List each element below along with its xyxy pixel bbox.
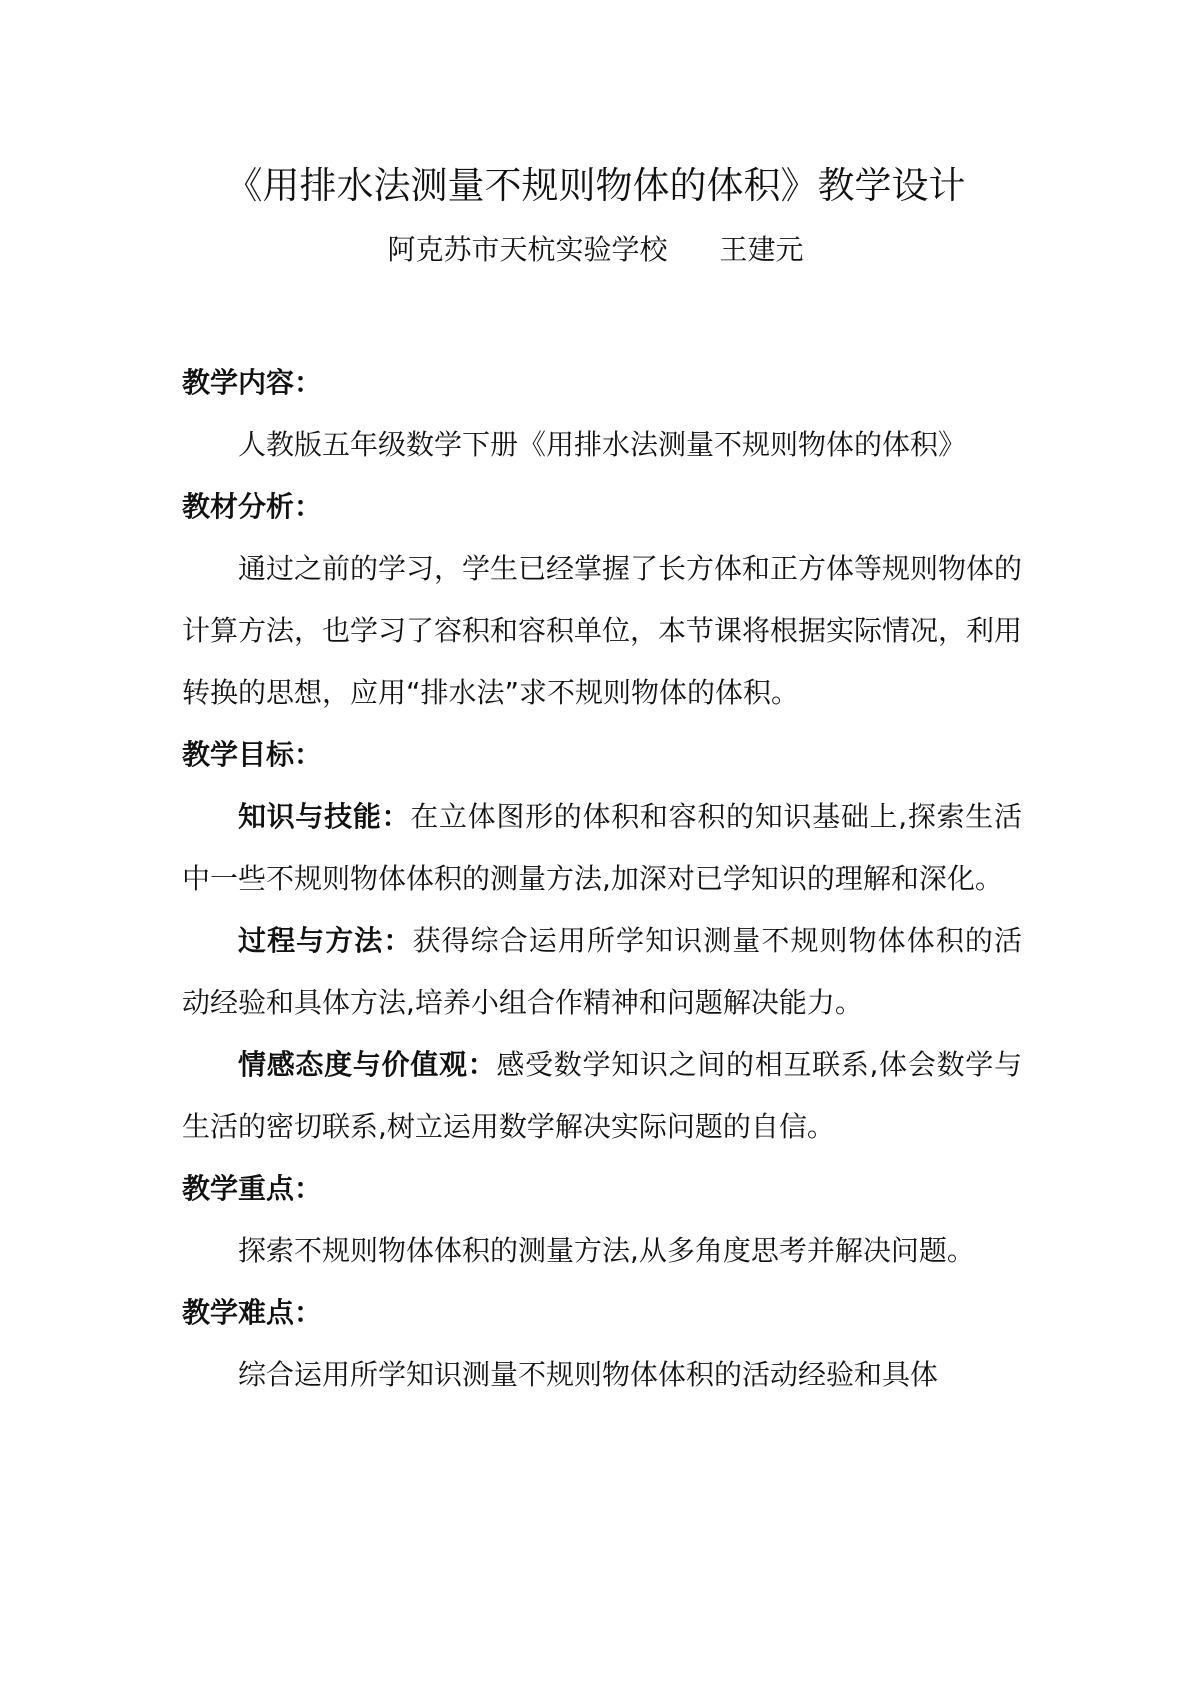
objective-knowledge (182, 786, 1022, 910)
objective-text: 获得综合运用所学知识测量不规则物体体积的活动经验和具体方法,培养小组合作精神和问题解决能力。 (182, 924, 1022, 1019)
section-heading: 教学目标： (182, 738, 323, 771)
section-heading: 教学重点： (182, 1172, 323, 1205)
section-text: 人教版五年级数学下册《用排水法测量不规则物体的体积》 (238, 428, 967, 461)
section-teaching-content (182, 352, 1022, 476)
section-difficulty (182, 1282, 1022, 1406)
section-heading: 教学内容： (182, 366, 323, 399)
objective-process (182, 910, 1022, 1034)
objective-text: 感受数学知识之间的相互联系,体会数学与生活的密切联系,树立运用数学解决实际问题的自信。 (182, 1048, 1022, 1143)
document-title: 《用排水法测量不规则物体的体积》教学设计 (225, 164, 966, 207)
author-line (0, 230, 1191, 270)
section-material-analysis (182, 476, 1022, 724)
section-text: 综合运用所学知识测量不规则物体体积的活动经验和具体 (238, 1358, 939, 1391)
section-heading: 教材分析： (182, 490, 323, 523)
section-key-point (182, 1158, 1022, 1282)
objective-text: 在立体图形的体积和容积的知识基础上,探索生活中一些不规则物体体积的测量方法,加深对已学知识的理解和深化。 (182, 800, 1022, 895)
objective-label: 过程与方法： (238, 924, 413, 957)
objective-label: 知识与技能： (238, 800, 411, 833)
author-name: 王建元 (719, 233, 804, 266)
section-heading: 教学难点： (182, 1296, 323, 1329)
objective-emotion (182, 1034, 1022, 1158)
section-text: 通过之前的学习，学生已经掌握了长方体和正方体等规则物体的计算方法，也学习了容积和容积单位，本节课将根据实际情况，利用转换的思想，应用“排水法”求不规则物体的体积。 (182, 552, 1023, 709)
objective-label: 情感态度与价值观： (238, 1048, 497, 1081)
document-body (182, 352, 1022, 1406)
author-school: 阿克苏市天杭实验学校 (387, 233, 668, 266)
section-teaching-objectives (182, 724, 1022, 1158)
section-text: 探索不规则物体体积的测量方法,从多角度思考并解决问题。 (238, 1234, 975, 1267)
